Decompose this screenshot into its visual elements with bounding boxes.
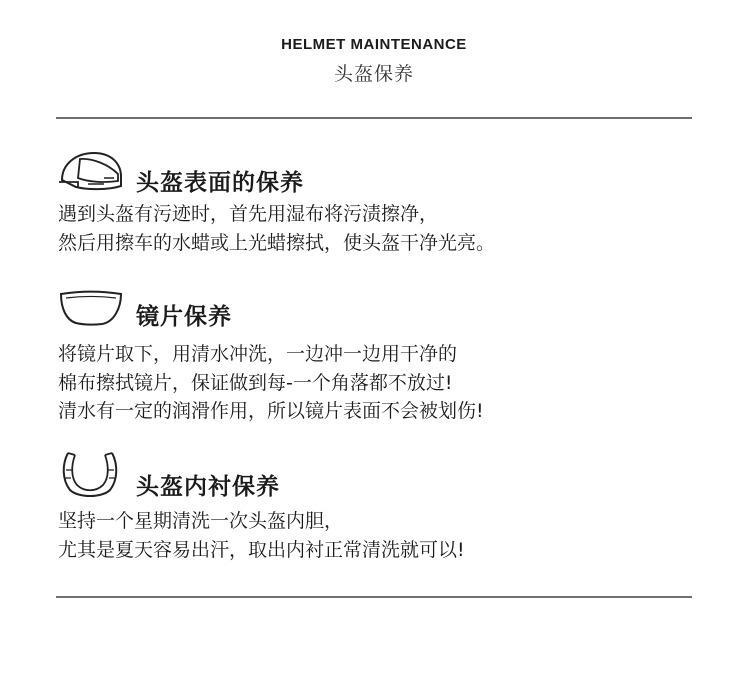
section-body (58, 200, 698, 257)
section-header (58, 450, 698, 507)
body-line: 然后用擦车的水蜡或上光蜡擦拭，使头盔干净光亮。 (58, 231, 496, 254)
section-header (58, 290, 698, 340)
header (0, 36, 748, 86)
section-body (58, 340, 698, 426)
body-line: 将镜片取下，用清水冲洗，一边冲一边用干净的 (58, 343, 458, 365)
section-header (58, 150, 698, 200)
helmet-liner-icon (58, 450, 122, 500)
body-line: 清水有一定的润滑作用，所以镜片表面不会被划伤! (58, 400, 484, 422)
bottom-divider (56, 596, 692, 598)
body-line: 尤其是夏天容易出汗，取出内衬正常清洗就可以! (58, 538, 465, 561)
section-body (58, 507, 698, 564)
section-helmet-surface (58, 150, 698, 257)
body-line: 坚持一个星期清洗一次头盔内胆， (58, 510, 344, 532)
section-helmet-liner (58, 450, 698, 564)
section-title: 头盔表面的保养 (136, 170, 304, 196)
section-title: 头盔内衬保养 (136, 474, 280, 500)
body-line: 遇到头盔有污迹时，首先用湿布将污渍擦净， (58, 203, 439, 225)
page-title-zh: 头盔保养 (333, 63, 414, 85)
visor-lens-icon (58, 290, 124, 328)
page-title-en: HELMET MAINTENANCE (281, 36, 467, 53)
section-title: 镜片保养 (136, 304, 232, 330)
body-line: 棉布擦拭镜片，保证做到每-一个角落都不放过! (58, 371, 453, 394)
section-visor-lens (58, 290, 698, 426)
top-divider (56, 117, 692, 119)
helmet-icon (58, 150, 124, 194)
